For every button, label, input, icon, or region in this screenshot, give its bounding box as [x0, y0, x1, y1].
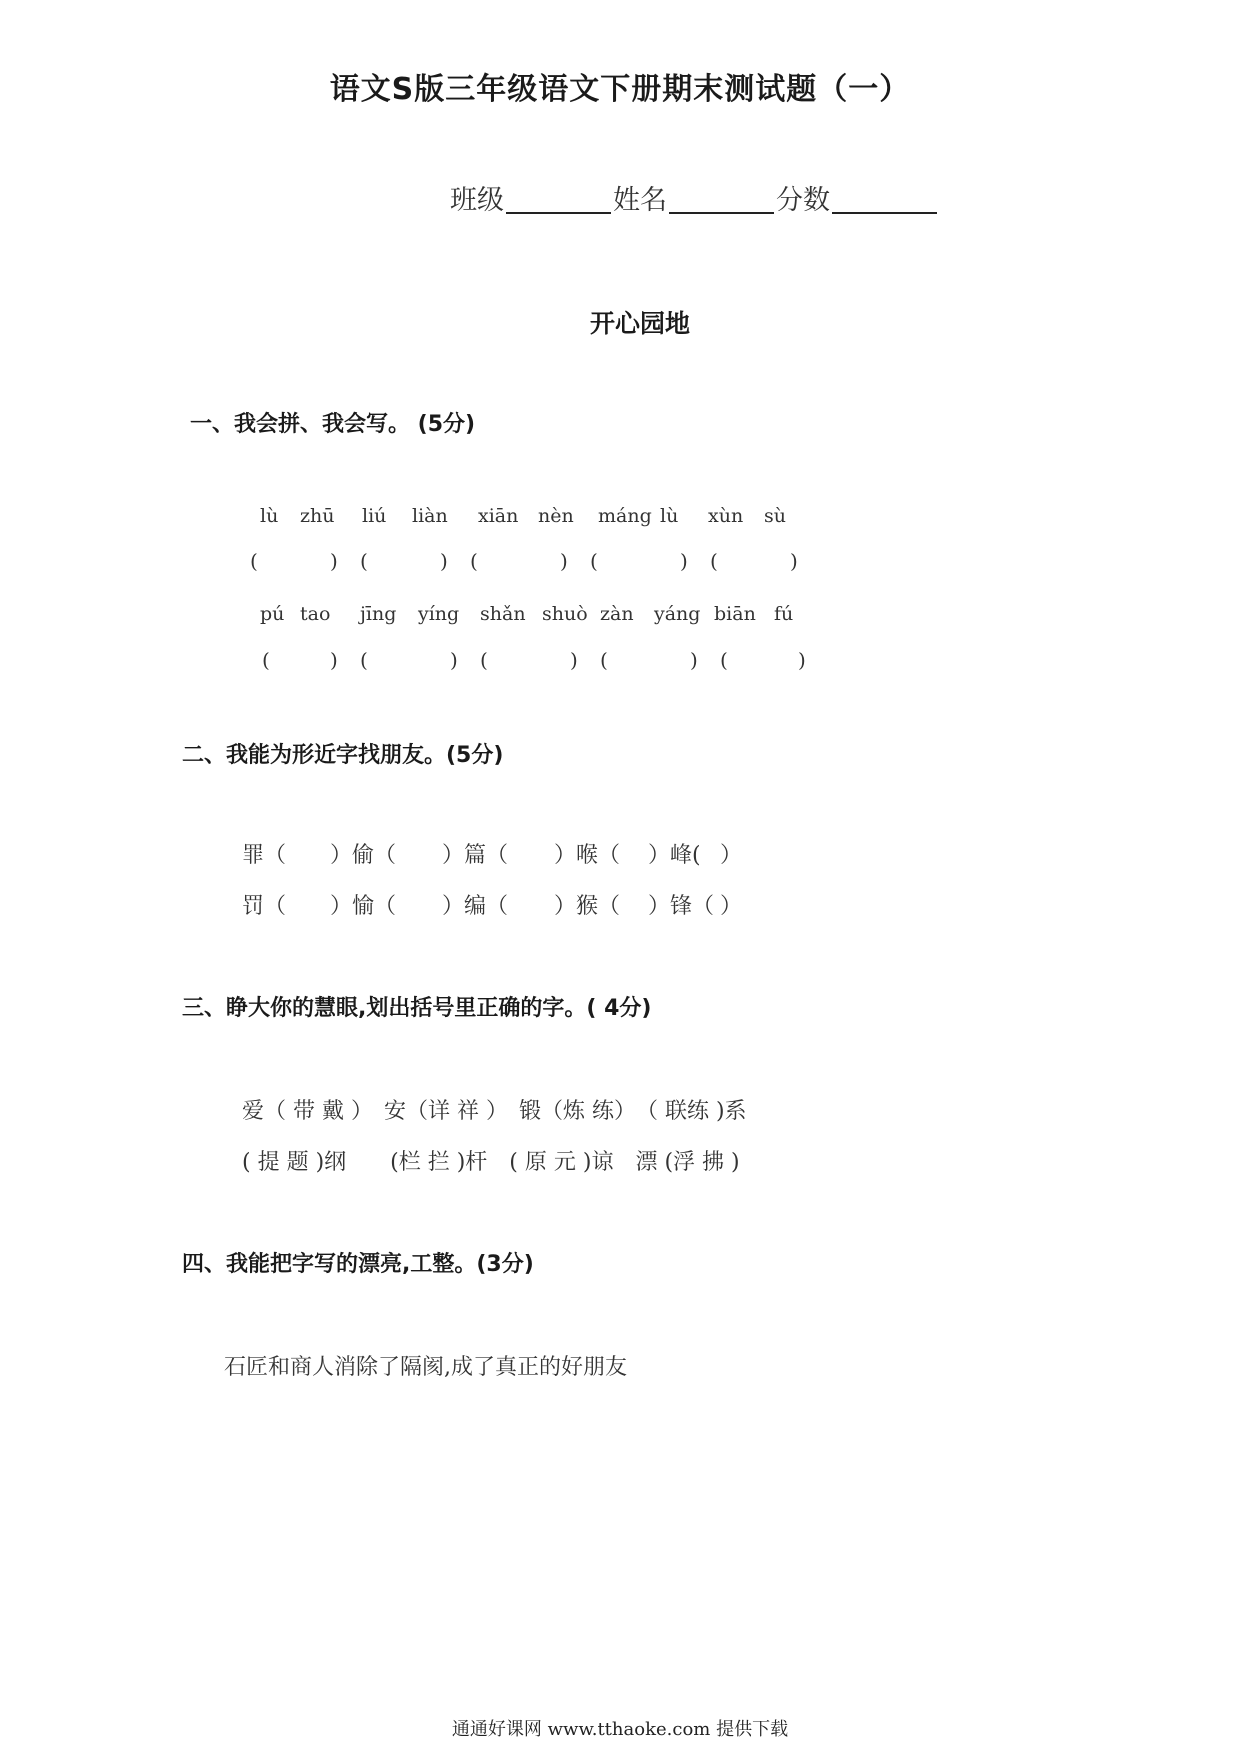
- q3-row-1: 爱（ 带 戴 ） 安（详 祥 ） 锻（炼 练） （ 联练 )系: [242, 1099, 747, 1124]
- char-pair: ）喉（: [554, 843, 621, 868]
- pinyin: jīng: [360, 603, 397, 625]
- char-pair: ）猴（: [554, 894, 621, 919]
- pinyin: yáng: [654, 603, 701, 625]
- pinyin: lù: [260, 505, 279, 527]
- pinyin: fú: [774, 603, 794, 625]
- pinyin: sù: [764, 505, 786, 527]
- class-label: 班级: [450, 185, 504, 216]
- paren: (: [360, 648, 368, 672]
- pinyin: xùn: [708, 505, 744, 527]
- q2-row-1: [242, 838, 750, 869]
- q2-heading: 二、我能为形近字找朋友。(5分): [182, 743, 504, 768]
- score-label: 分数: [776, 185, 830, 216]
- paren: ): [690, 648, 698, 672]
- q3-row-2: ( 提 题 )纲 (栏 拦 )杆 ( 原 元 )谅 漂 (浮 拂 ): [242, 1150, 740, 1175]
- name-label: 姓名: [613, 185, 667, 216]
- pinyin: nèn: [538, 505, 574, 527]
- q3-heading: 三、睁大你的慧眼,划出括号里正确的字。( 4分): [182, 996, 652, 1021]
- pinyin: pú: [260, 603, 285, 625]
- paren: ): [798, 648, 806, 672]
- q1-answer-row-1: [250, 549, 820, 573]
- char-pair: ）: [720, 843, 743, 868]
- page-title: 语文S版三年级语文下册期末测试题（一）: [329, 72, 911, 107]
- char-pair: ）: [720, 894, 743, 919]
- pinyin: zàn: [600, 603, 634, 625]
- paren: (: [470, 549, 478, 573]
- paren: (: [360, 549, 368, 573]
- paren: ): [450, 648, 458, 672]
- pinyin: shuò: [542, 603, 588, 625]
- paren: ): [560, 549, 568, 573]
- q1-pinyin-row-2: [260, 603, 804, 625]
- paren: (: [590, 549, 598, 573]
- q4-heading: 四、我能把字写的漂亮,工整。(3分): [182, 1252, 534, 1277]
- paren: (: [600, 648, 608, 672]
- paren: (: [250, 549, 258, 573]
- q1-answer-row-2: [262, 648, 828, 672]
- pinyin: lù: [660, 505, 679, 527]
- score-blank: [832, 184, 937, 214]
- paren: ): [680, 549, 688, 573]
- pinyin: máng: [598, 505, 652, 527]
- student-info-line: [450, 178, 939, 217]
- char-pair: ）篇（: [442, 843, 509, 868]
- section-title: 开心园地: [589, 309, 690, 338]
- char-pair: ）锋（: [648, 894, 715, 919]
- paren: (: [710, 549, 718, 573]
- char-pair: 罚（: [242, 894, 287, 919]
- paren: ): [440, 549, 448, 573]
- pinyin: yíng: [418, 603, 460, 625]
- paren: (: [480, 648, 488, 672]
- paren: ): [330, 648, 338, 672]
- paren: (: [262, 648, 270, 672]
- q1-pinyin-row-1: [260, 505, 794, 527]
- pinyin: liú: [362, 505, 387, 527]
- char-pair: ）编（: [442, 894, 509, 919]
- paren: ): [330, 549, 338, 573]
- pinyin: xiān: [478, 505, 519, 527]
- pinyin: zhū: [300, 505, 335, 527]
- class-blank: [506, 184, 611, 214]
- char-pair: ）偷（: [330, 843, 397, 868]
- q4-text: 石匠和商人消除了隔阂,成了真正的好朋友: [224, 1355, 627, 1380]
- name-blank: [669, 184, 774, 214]
- q2-row-2: [242, 889, 750, 920]
- char-pair: ）峰(: [648, 843, 701, 868]
- char-pair: 罪（: [242, 843, 287, 868]
- paren: ): [570, 648, 578, 672]
- footer-download-note: 通通好课网 www.tthaoke.com 提供下载: [451, 1719, 789, 1740]
- pinyin: biān: [714, 603, 756, 625]
- pinyin: liàn: [412, 505, 448, 527]
- pinyin: tao: [300, 603, 331, 625]
- paren: ): [790, 549, 798, 573]
- pinyin: shǎn: [480, 603, 526, 625]
- q1-heading: 一、我会拼、我会写。 (5分): [190, 412, 476, 437]
- char-pair: ）愉（: [330, 894, 397, 919]
- paren: (: [720, 648, 728, 672]
